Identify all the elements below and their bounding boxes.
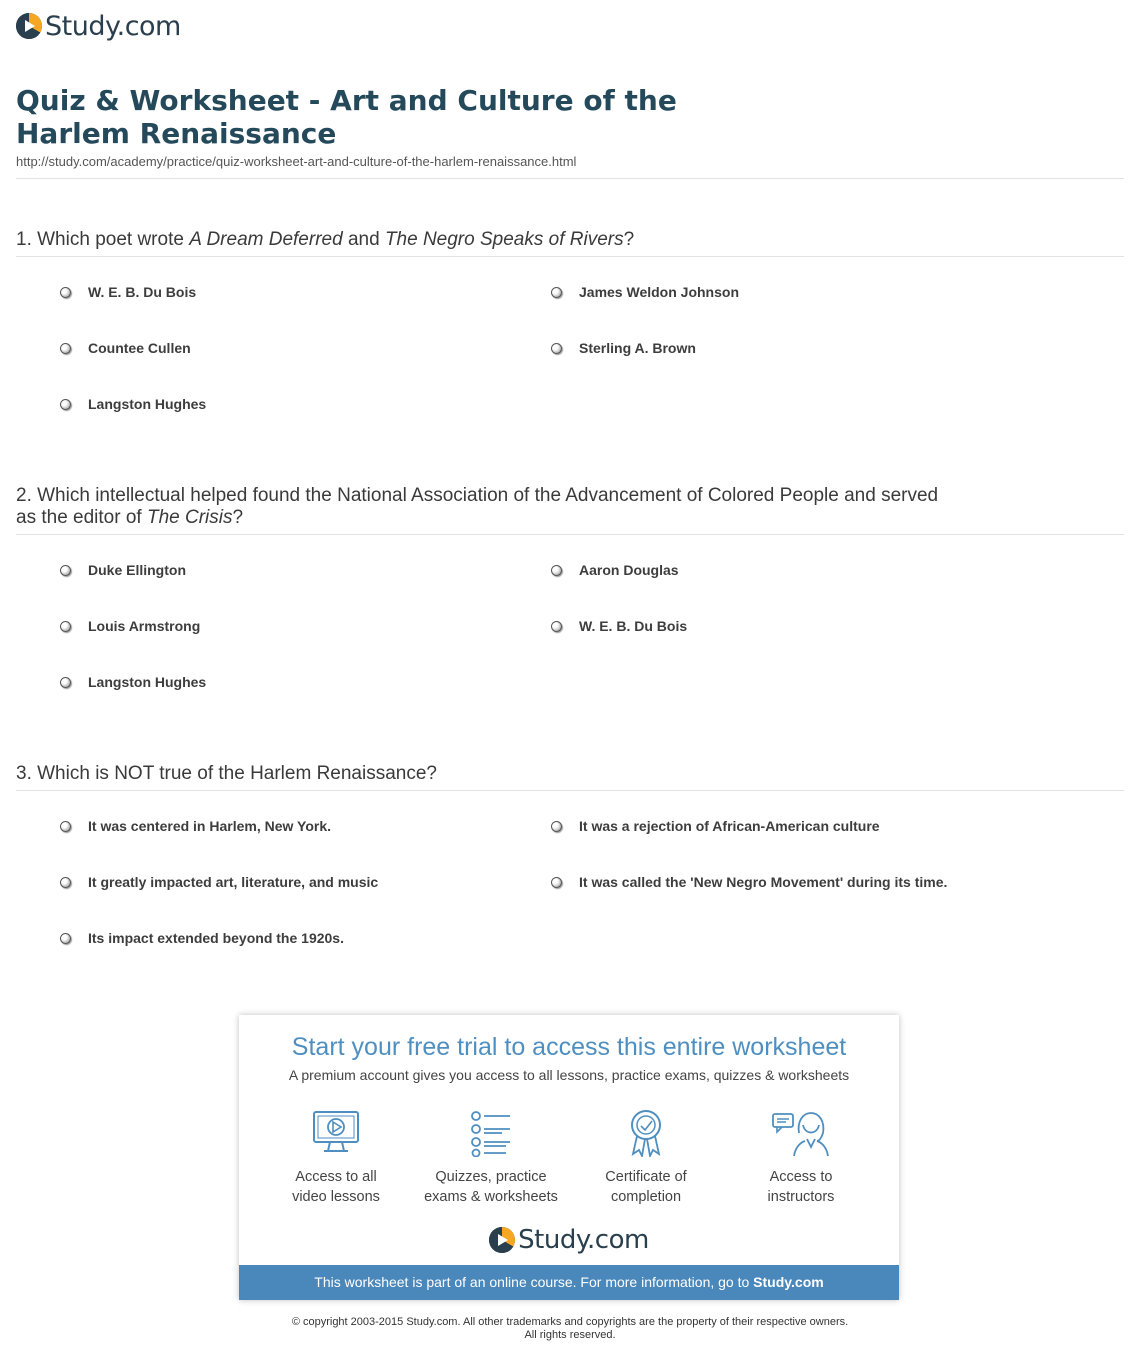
- question-title-italic: The Crisis: [146, 507, 233, 528]
- radio-button[interactable]: [551, 565, 562, 576]
- question-title-italic: A Dream Deferred: [189, 229, 343, 250]
- feature-label: instructors: [767, 1189, 835, 1205]
- question-title-italic: The Negro Speaks of Rivers: [384, 229, 624, 250]
- logo-text: Study.com: [518, 1225, 649, 1255]
- option-label: Langston Hughes: [88, 674, 207, 690]
- option-label: It was called the 'New Negro Movement' during its time.: [579, 874, 948, 890]
- feature-label: Access to: [769, 1169, 833, 1185]
- option-2-e[interactable]: [60, 674, 206, 690]
- option-3-a[interactable]: [60, 818, 331, 834]
- option-label: Aaron Douglas: [579, 562, 679, 578]
- promo-study-logo[interactable]: [239, 1225, 899, 1255]
- option-label: It was centered in Harlem, New York.: [88, 818, 332, 834]
- question-text: Which poet wrote: [37, 229, 190, 250]
- feature-label: Certificate of: [605, 1169, 687, 1185]
- radio-button[interactable]: [60, 343, 71, 354]
- feature-certificate: [571, 1109, 721, 1207]
- feature-label: exams & worksheets: [424, 1189, 558, 1205]
- radio-button[interactable]: [60, 565, 71, 576]
- copyright-line: All rights reserved.: [524, 1329, 616, 1341]
- option-1-a[interactable]: [60, 284, 196, 300]
- radio-button[interactable]: [60, 677, 71, 688]
- question-2: [16, 485, 946, 529]
- free-trial-promo[interactable]: [239, 1015, 899, 1300]
- radio-button[interactable]: [551, 821, 562, 832]
- option-1-e[interactable]: [60, 396, 206, 412]
- option-label: W. E. B. Du Bois: [579, 618, 688, 634]
- question-number: 1.: [16, 229, 38, 250]
- feature-instructors: [726, 1109, 876, 1207]
- instructor-icon: [771, 1109, 831, 1157]
- question-text: ?: [232, 507, 244, 528]
- quiz-list-icon: [466, 1109, 516, 1157]
- question-1: [16, 229, 946, 251]
- option-2-d[interactable]: [551, 618, 687, 634]
- option-3-d[interactable]: [551, 874, 947, 890]
- radio-button[interactable]: [60, 399, 71, 410]
- page-url: http://study.com/academy/practice/quiz-worksheet-art-and-culture-of-the-harlem-renaissance.html: [16, 154, 577, 169]
- divider: [16, 178, 1124, 179]
- option-label: James Weldon Johnson: [579, 284, 739, 300]
- feature-label: completion: [610, 1189, 682, 1205]
- option-label: Duke Ellington: [88, 562, 186, 578]
- promo-subtitle: A premium account gives you access to all lessons, practice exams, quizzes & worksheets: [288, 1067, 850, 1083]
- certificate-icon: [621, 1109, 671, 1157]
- divider: [16, 790, 1124, 791]
- option-3-e[interactable]: [60, 930, 344, 946]
- option-2-b[interactable]: [551, 562, 679, 578]
- question-number: 3.: [16, 763, 38, 784]
- question-text: Which intellectual helped found the National Association of the Advancement of Colored People and served as the editor of: [16, 485, 939, 528]
- option-label: Its impact extended beyond the 1920s.: [88, 930, 344, 946]
- radio-button[interactable]: [60, 933, 71, 944]
- option-3-c[interactable]: [60, 874, 378, 890]
- radio-button[interactable]: [60, 877, 71, 888]
- option-3-b[interactable]: [551, 818, 880, 834]
- video-lesson-icon: [311, 1109, 361, 1157]
- feature-video-lessons: [261, 1109, 411, 1207]
- radio-button[interactable]: [551, 877, 562, 888]
- question-text: and: [342, 229, 385, 250]
- course-info-bar: [239, 1265, 899, 1300]
- option-label: Louis Armstrong: [88, 618, 201, 634]
- option-label: W. E. B. Du Bois: [88, 284, 197, 300]
- study-link[interactable]: Study.com: [753, 1274, 824, 1290]
- radio-button[interactable]: [60, 287, 71, 298]
- question-text: Which is NOT true of the Harlem Renaissance?: [37, 763, 437, 784]
- option-1-d[interactable]: [551, 340, 696, 356]
- radio-button[interactable]: [551, 621, 562, 632]
- study-logo[interactable]: [16, 10, 181, 42]
- promo-title[interactable]: Start your free trial to access this entire worksheet: [291, 1033, 847, 1061]
- radio-button[interactable]: [60, 621, 71, 632]
- question-3: [16, 763, 946, 785]
- option-1-c[interactable]: [60, 340, 191, 356]
- feature-quizzes: [416, 1109, 566, 1207]
- option-label: Sterling A. Brown: [579, 340, 696, 356]
- course-info-text: This worksheet is part of an online course. For more information, go to: [314, 1274, 754, 1290]
- divider: [16, 534, 1124, 535]
- option-label: It greatly impacted art, literature, and music: [88, 874, 379, 890]
- feature-label: Quizzes, practice: [435, 1169, 547, 1185]
- option-1-b[interactable]: [551, 284, 739, 300]
- copyright: [0, 1316, 1140, 1342]
- play-logo-icon: [16, 13, 42, 39]
- logo-text: Study.com: [45, 10, 181, 42]
- option-label: It was a rejection of African-American culture: [579, 818, 880, 834]
- question-text: ?: [623, 229, 635, 250]
- option-label: Countee Cullen: [88, 340, 191, 356]
- option-2-a[interactable]: [60, 562, 186, 578]
- feature-label: video lessons: [292, 1189, 380, 1205]
- radio-button[interactable]: [551, 343, 562, 354]
- play-logo-icon: [489, 1227, 515, 1253]
- radio-button[interactable]: [60, 821, 71, 832]
- divider: [16, 256, 1124, 257]
- feature-label: Access to all: [295, 1169, 377, 1185]
- radio-button[interactable]: [551, 287, 562, 298]
- option-label: Langston Hughes: [88, 396, 207, 412]
- option-2-c[interactable]: [60, 618, 200, 634]
- copyright-line: © copyright 2003-2015 Study.com. All other trademarks and copyrights are the property of their respective owners.: [291, 1316, 849, 1328]
- page-title: Quiz & Worksheet - Art and Culture of the Harlem Renaissance: [16, 84, 677, 150]
- question-number: 2.: [16, 485, 38, 506]
